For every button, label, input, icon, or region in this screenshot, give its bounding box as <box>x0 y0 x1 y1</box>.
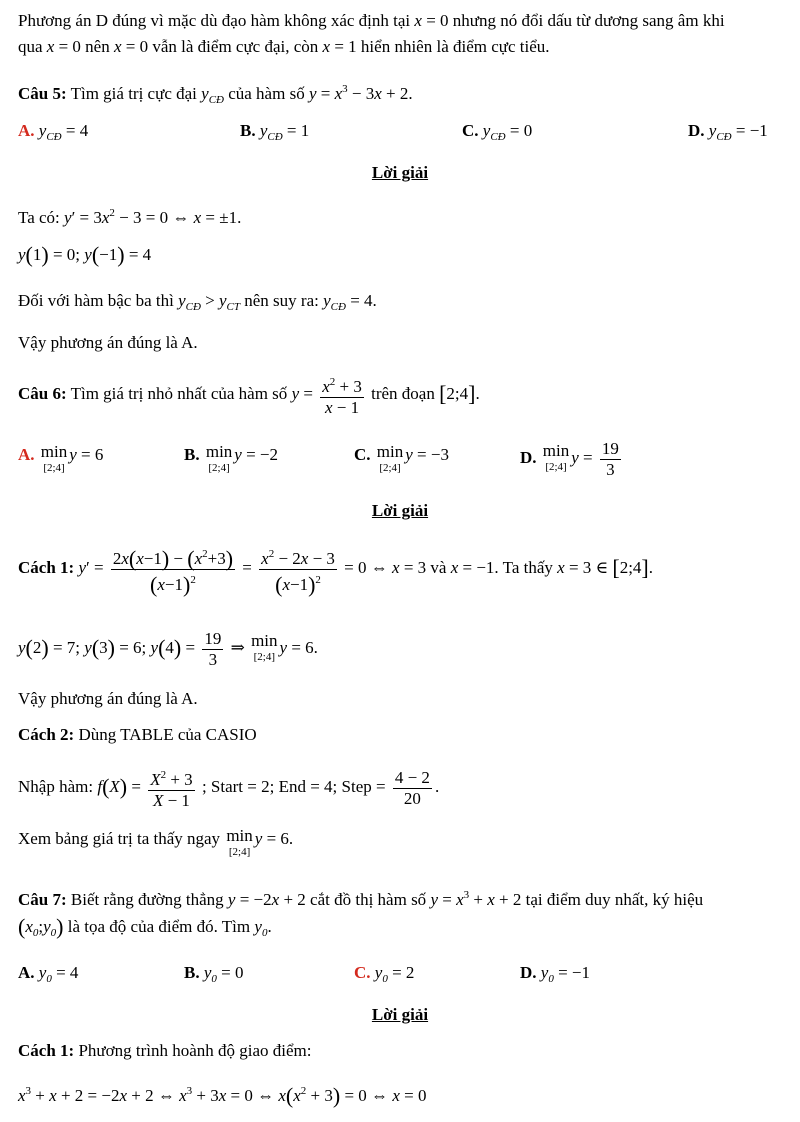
q6-option-b[interactable]: B. min [2;4] y = −2 <box>184 442 279 474</box>
q6-table-line: Xem bảng giá trị ta thấy ngay min [2;4] y = 6. <box>18 826 294 858</box>
q7-option-b[interactable]: B. $y_0 = 0$ <box>184 963 244 985</box>
q7-option-d[interactable]: D. $y_0 = -1$ <box>520 963 591 985</box>
q6-label: Câu 6: <box>18 384 67 403</box>
q5-option-d[interactable]: D. $y_{CĐ} = -1$ <box>688 121 768 143</box>
q5-conclusion: Vậy phương án đúng là A. <box>18 333 198 352</box>
q7-label: Câu 7: <box>18 890 67 909</box>
q5-option-a[interactable]: A. $y_{CĐ} = 4$ <box>18 121 89 143</box>
q6-option-c[interactable]: C. min [2;4] y = −3 <box>354 442 449 474</box>
intro-line-1: Phương án D đúng vì mặc dù đạo hàm không xác định tại x = 0 nhưng nó đổi dấu từ dương sang âm khi <box>18 11 725 30</box>
q7-method1-text: Phương trình hoành độ giao điểm: <box>78 1041 312 1060</box>
q5-option-c[interactable]: C. $y_{CĐ} = 0$ <box>462 121 533 143</box>
q5-statement: Câu 5: Tìm giá trị cực đại $y_{CĐ}$ của hàm số $y = x^3 - 3x + 2$. <box>18 83 413 106</box>
q5-option-b[interactable]: B. $y_{CĐ} = 1$ <box>240 121 310 143</box>
q6-values: y(2) = 7; y(3) = 6; y(4) = $\frac{19}{3}$ ⇒ min [2;4] y = 6. <box>18 628 318 669</box>
q5-sol-line-3: Đối với hàm bậc ba thì $y_{CĐ} > y_{CT}$ nên suy ra: $y_{CĐ} = 4$. <box>18 291 377 313</box>
q6-method2-label: Cách 2: <box>18 725 75 744</box>
q6-option-a[interactable]: A. min [2;4] y = 6 <box>18 442 104 474</box>
q7-option-c[interactable]: C. $y_0 = 2$ <box>354 963 415 985</box>
q6-method1: Cách 1: y′ = $\frac{2x(x-1) - (x^2+3)}{(x-1)^2}$ = $\frac{x^2 - 2x - 3}{(x-1)^2}$ = 0 ⇔ x = 3 và x = −1. Ta thấy x = 3 ∈ [2;4]. <box>18 545 653 597</box>
q6-method1-label: Cách 1: <box>18 558 75 577</box>
q5-label: Câu 5: <box>18 84 67 103</box>
q5-sol-line-2: y(1) = 0; y(−1) = 4 <box>18 242 152 267</box>
q5-solution-title: Lời giải <box>371 163 429 182</box>
q7-option-c-letter: C. <box>354 963 371 982</box>
q7-method1 <box>18 1040 786 1062</box>
q5-option-a-letter: A. <box>18 121 35 140</box>
q5-sol-line-1: Ta có: $y' = 3x^2 - 3 = 0$ ⇔ x = ±1. <box>18 207 242 227</box>
q6-option-a-letter: A. <box>18 445 35 464</box>
q7-statement-1: Câu 7: Biết rằng đường thẳng y = −2x + 2 cắt đồ thị hàm số $y = x^3 + x + 2$ tại điểm duy nhất, ký hiệu <box>18 889 704 909</box>
q6-input-line: Nhập hàm: f(X) = $\frac{X^2 + 3}{X - 1}$ ; Start = 2; End = 4; Step = $\frac{4 - 2}{20}$ . <box>18 764 786 811</box>
q6-option-d[interactable]: D. min [2;4] y = $\frac{19}{3}$ <box>520 438 619 479</box>
q7-statement-2: $(x_0;y_0)$ là tọa độ của điểm đó. Tìm $y_0$. <box>18 914 272 939</box>
intro-line-2: qua x = 0 nên x = 0 vẫn là điểm cực đại, còn x = 1 hiển nhiên là điểm cực tiểu. <box>18 37 550 56</box>
q7-equation: $x^3 + x + 2 = -2x + 2$ ⇔ $x^3 + 3x = 0$ ⇔ $x(x^2 + 3) = 0$ ⇔ x = 0 <box>18 1083 427 1108</box>
q7-option-a[interactable]: A. $y_0 = 4$ <box>18 963 79 985</box>
q6-method2-text: Dùng TABLE của CASIO <box>78 725 257 744</box>
q6-conclusion: Vậy phương án đúng là A. <box>18 689 198 708</box>
q7-solution-title: Lời giải <box>371 1005 429 1024</box>
q6-solution-title: Lời giải <box>371 501 429 520</box>
q6-statement: Câu 6: Tìm giá trị nhỏ nhất của hàm số y = $\frac{x^2 + 3}{x - 1}$ trên đoạn [2;4]. <box>18 372 786 418</box>
q6-method2 <box>18 724 786 746</box>
q7-method1-label: Cách 1: <box>18 1041 75 1060</box>
